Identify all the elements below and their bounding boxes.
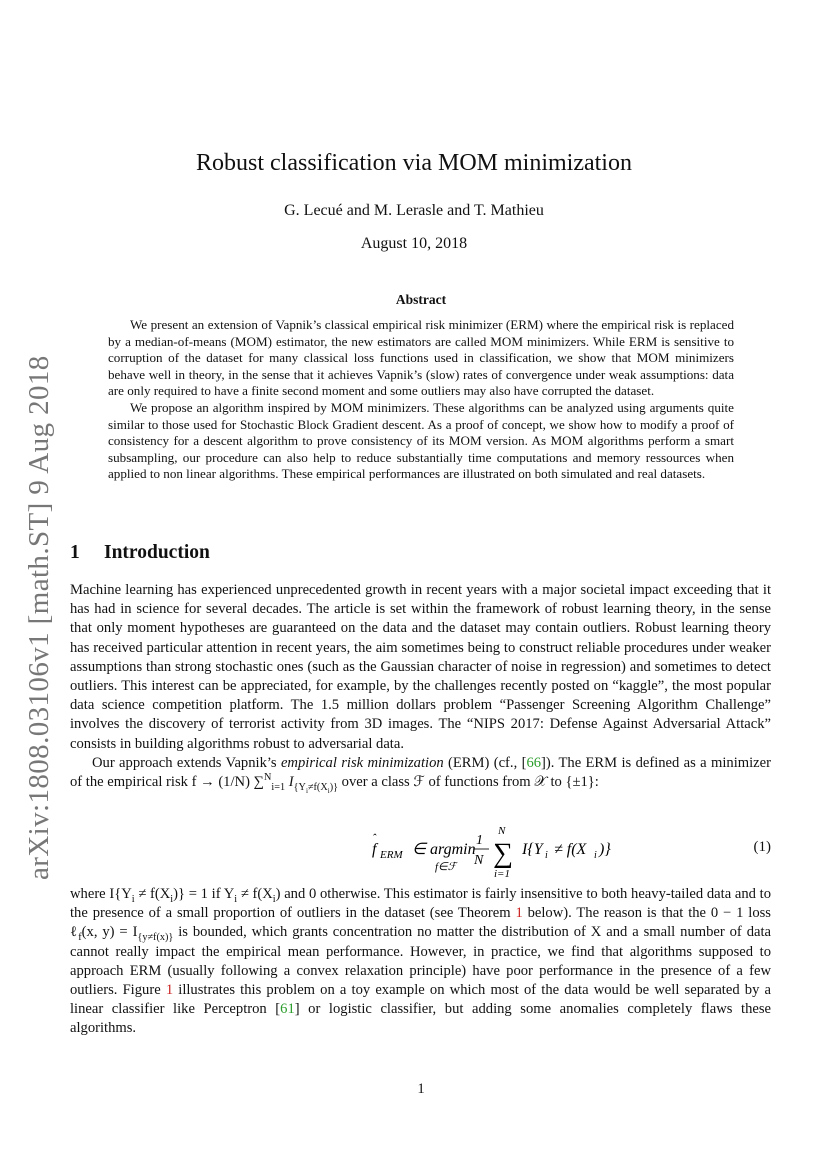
svg-text:i=1: i=1: [494, 868, 510, 880]
svg-text:1: 1: [476, 833, 483, 848]
paper-date: August 10, 2018: [360, 235, 468, 252]
svg-text:N: N: [474, 853, 484, 868]
svg-text:ˆ: ˆ: [372, 831, 376, 845]
emphasis-erm: empirical risk minimization: [280, 754, 444, 771]
equation-number: (1): [753, 839, 771, 855]
paper-title: Robust classification via MOM minimization: [196, 150, 632, 176]
abstract-paragraph-2: We propose an algorithm inspired by MOM minimizers. These algorithms can be analyzed using arguments quite similar to those used for Stochastic Block Gradient descent. As a proof of concept, we show how to modify a proof of consistency for a descent algorithm to prove consistency of its MOM version. As MOM algorithms perform a smart subsampling, our procedure can also help to reduce substantially time computations and memory ressources when applied to non linear algorithms. These empirical performances are illustrated on both simulated and real datasets.: [108, 399, 734, 482]
intro-paragraph-2: Our approach extends Vapnik’s empirical risk minimization (ERM) (cf., [66]). The ERM is defined as a minimizer of the empirical risk f → (1/N) ∑$^N_{i=1}$ $I_{\{Y_i\ne f(X_i)\}}$ over a class ℱ of functions from 𝒳 to {±1}:: [70, 754, 771, 795]
introduction-body: [70, 581, 771, 795]
paper-authors: G. Lecué and M. Lerasle and T. Mathieu: [284, 202, 544, 219]
citation-link[interactable]: 66: [526, 754, 542, 771]
post-equation-paragraph: where $I\{Y_i \ne f(X_i)\} = 1$ if $Y_i \ne f(X_i)$ and 0 otherwise. This estimator is fairly insensitive to both heavy-tailed data and to the presence of a small proportion of outliers in the dataset (see Theorem 1 below). The reason is that the 0 − 1 loss ℓ$_f$(x, $y) = I_{\{y\ne f(x)\}}$ is bounded, which grants concentration no matter the distribution of X and a small number of data cannot really impact the empirical mean performance. However, in practice, we find that algorithms supposed to approach ERM (usually following a convex relaxation principle) have poor performance in the presence of a few outliers. Figure 1 illustrates this problem on a toy example on which most of the data would be well separated by a linear classifier like Perceptron [61] or logistic classifier, but adding some anomalies completely flaws these algorithms.: [70, 886, 772, 1037]
svg-text:≠ f(X: ≠ f(X: [554, 841, 587, 858]
svg-text:N: N: [498, 825, 506, 837]
abstract: [108, 317, 734, 483]
svg-text:∑: ∑: [493, 838, 513, 869]
post-equation-body: [70, 885, 771, 1039]
section-heading: [70, 542, 210, 564]
abstract-heading: Abstract: [395, 292, 447, 307]
erm-subscript: ERM: [380, 849, 403, 861]
page-number: 1: [417, 1081, 425, 1097]
svg-text:I{Y: I{Y: [522, 841, 543, 858]
section-number: 1: [70, 542, 80, 563]
svg-text:)}: )}: [599, 841, 611, 858]
svg-text:f: f: [372, 841, 377, 858]
svg-text:∈ argmin: ∈ argmin: [412, 841, 476, 858]
arxiv-identifier[interactable]: arXiv:1808.03106v1 [math.ST] 9 Aug 2018: [23, 355, 55, 880]
section-title: Introduction: [104, 542, 210, 563]
figure-reference-link[interactable]: 1: [165, 982, 174, 999]
svg-text:i: i: [545, 850, 548, 861]
intro-paragraph-1: Machine learning has experienced unprecedented growth in recent years with a major societal impact exceeding that it has had in science for several decades. The article is set within the framework of robust learning theory, in the sense that only moment hypotheses are guaranteed on the data and the dataset may contain outliers. Robust learning theory has received particular attention in recent years, the aim sometimes being to construct reliable procedures under weaker assumptions than strong stochastic ones (such as the Gaussian character of noise in regression) and sometimes to detect outliers. This interest can be appreciated, for example, by the challenges recently posted on “kaggle”, the most popular data science competition platform. The 1.5 million dollars problem “Passenger Screening Algorithm Challenge” involves the discovery of terrorist activity from 3D images. The “NIPS 2017: Defense Against Adversarial Attack” consists in building algorithms robust to adversarial data.: [70, 582, 771, 752]
citation-link[interactable]: 61: [280, 1001, 295, 1018]
svg-text:f∈ℱ: f∈ℱ: [435, 861, 457, 873]
erm-equation-formula: [370, 822, 670, 880]
equation-1: [70, 822, 771, 880]
svg-text:i: i: [594, 850, 597, 861]
abstract-paragraph-1: We present an extension of Vapnik’s classical empirical risk minimizer (ERM) where the empirical risk is replaced by a median-of-means (MOM) estimator, the new estimators are called MOM minimizers. While ERM is sensitive to corruption of the dataset for many classical loss functions used in classification, we show that MOM minimizers behave well in theory, in the sense that it achieves Vapnik’s (slow) rates of convergence under weak assumptions: data are only required to have a finite second moment and some outliers may also have corrupted the dataset.: [108, 317, 734, 399]
theorem-reference-link[interactable]: 1: [515, 905, 523, 922]
